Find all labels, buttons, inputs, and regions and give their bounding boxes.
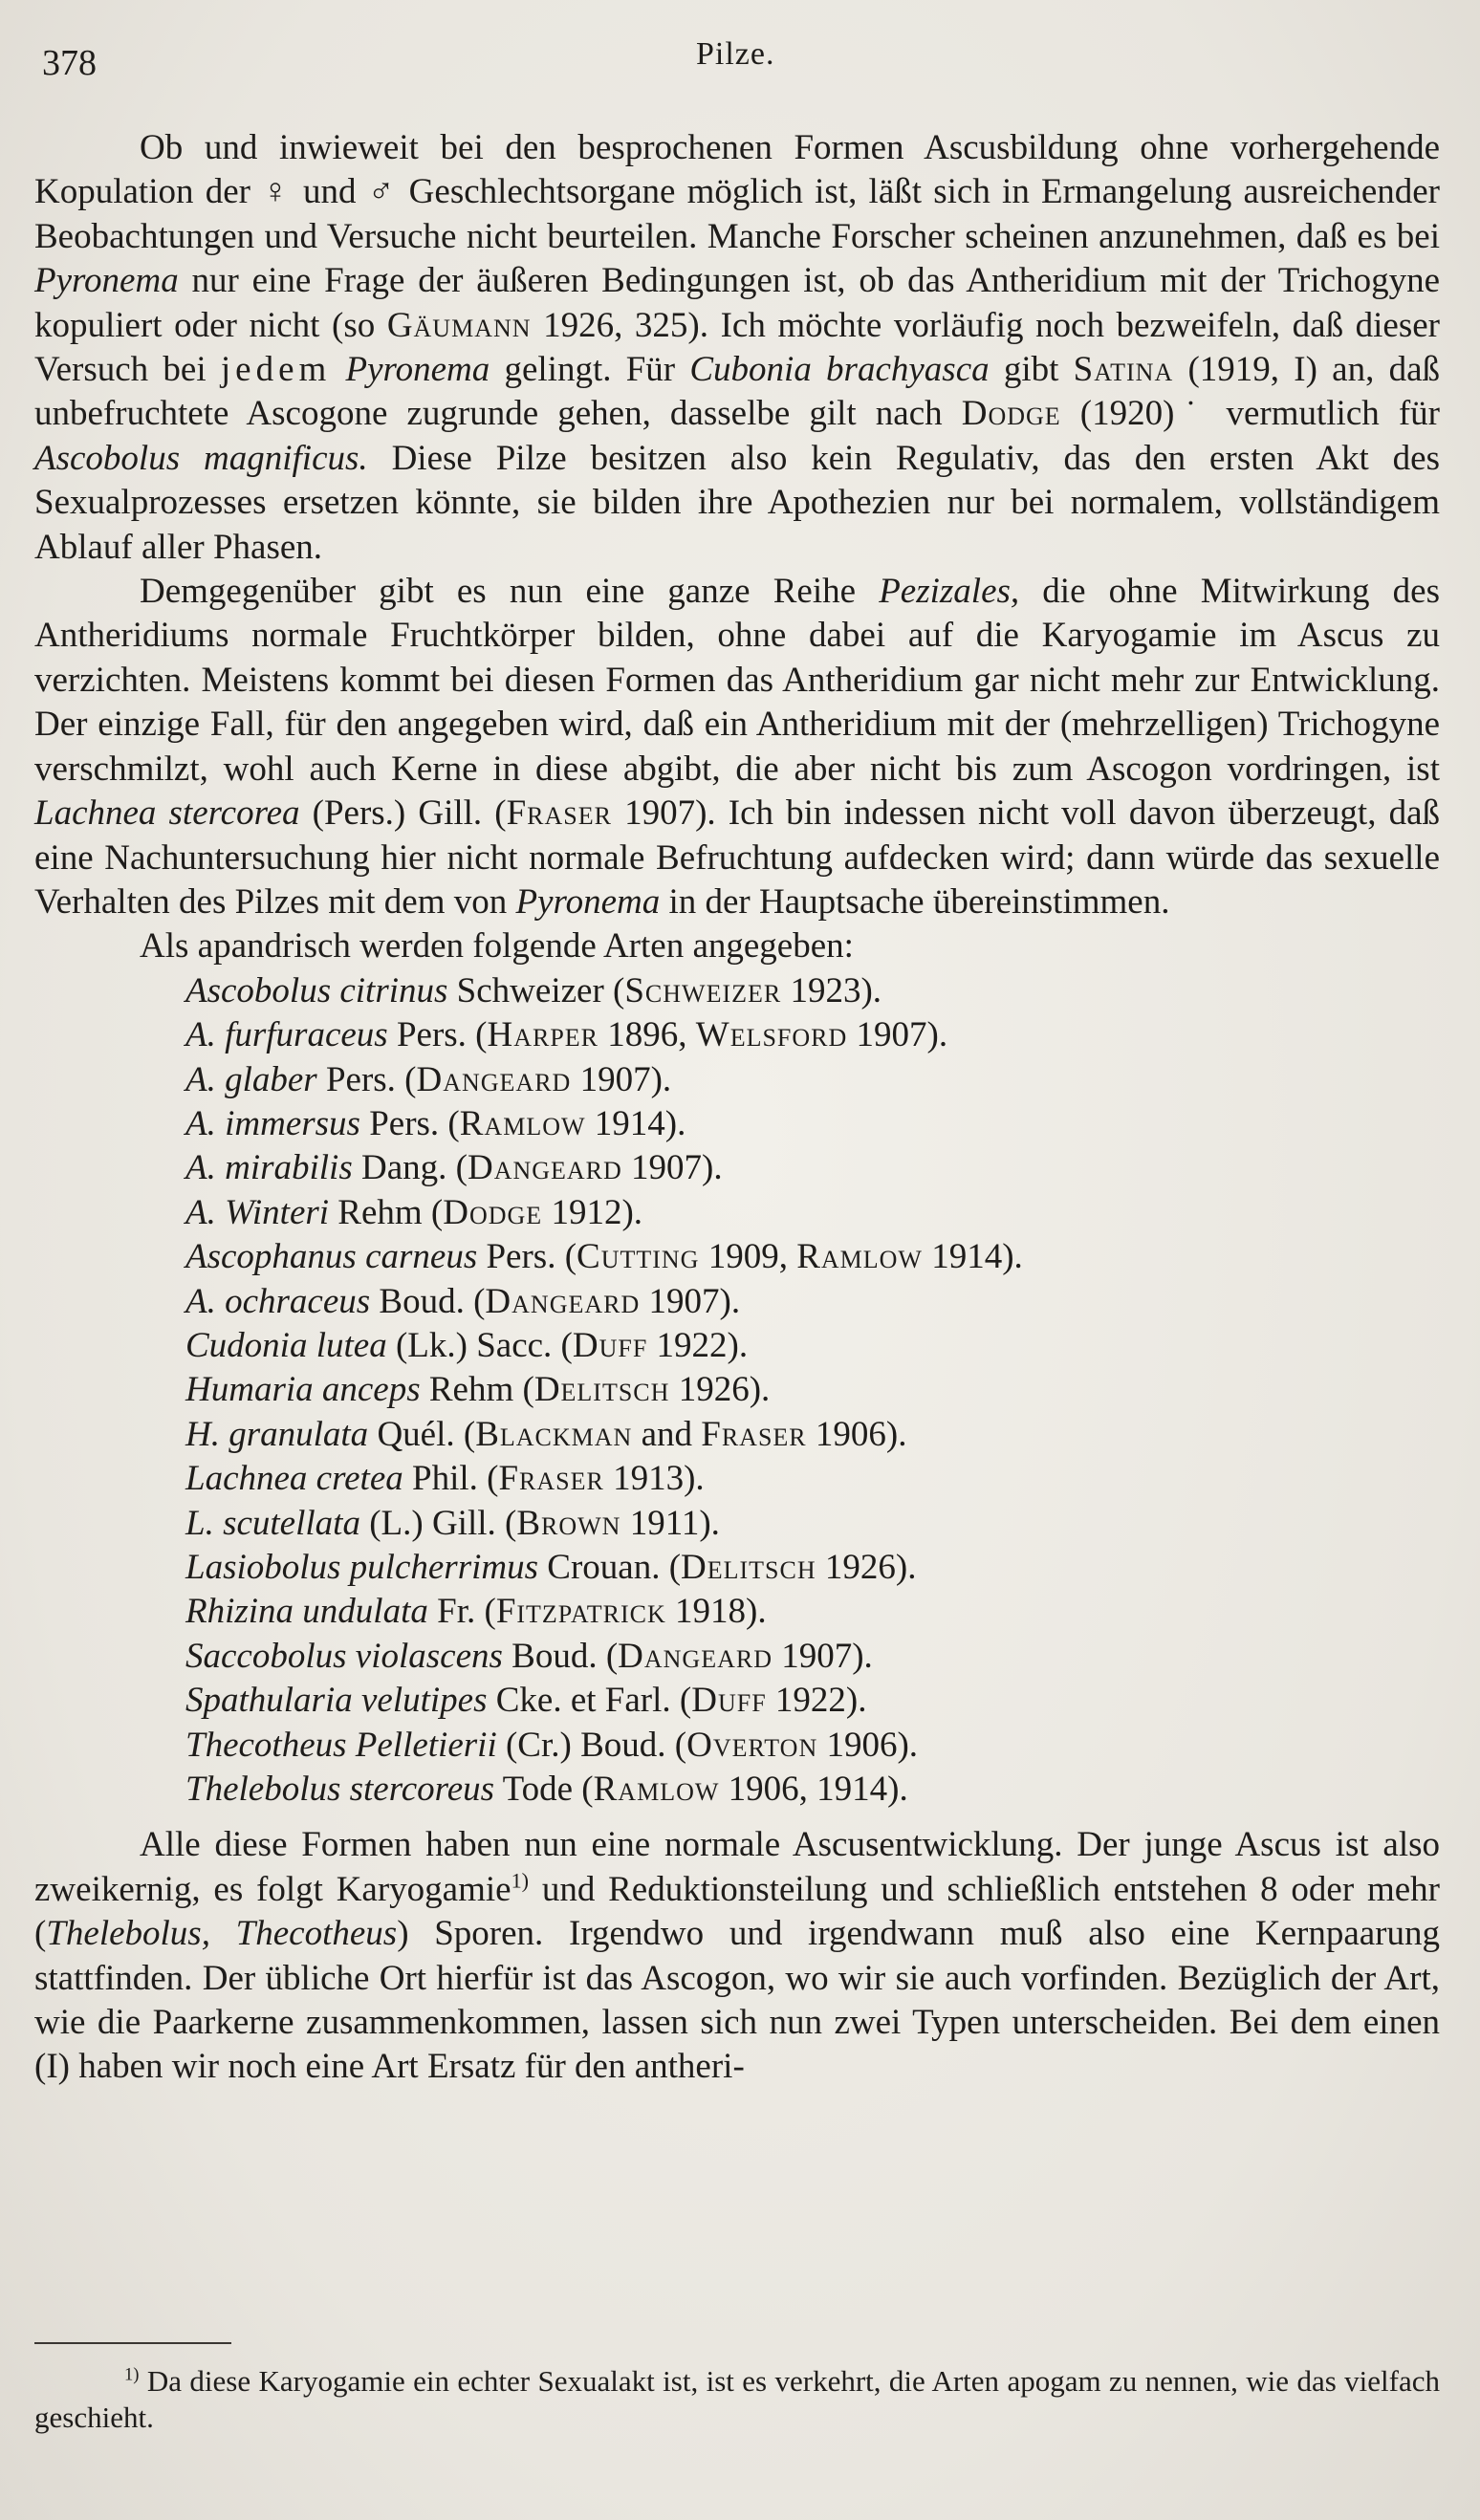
author-citation: Fitzpatrick (495, 1592, 666, 1632)
species-authority: (Lk.) Sacc. ( (386, 1325, 573, 1365)
text-run: und Reduktionsteilung und schließlich entstehen 8 oder mehr ( (34, 1869, 1440, 1954)
species-authority: Tode ( (494, 1770, 594, 1810)
text-run: in der Hauptsache übereinstimmen. (660, 881, 1170, 922)
author-citation: Harper (487, 1015, 599, 1055)
author-citation: Dodge (443, 1192, 543, 1232)
author-citation: Schweizer (624, 970, 782, 1010)
species-name: A. immersus (185, 1103, 360, 1143)
species-entry (185, 1457, 1440, 1501)
species-authority: Fr. ( (427, 1592, 496, 1632)
taxon-name: Pezizales, (879, 572, 1020, 612)
species-authority: Pers. ( (359, 1103, 460, 1143)
species-entry (185, 1546, 1440, 1590)
text-run: Diese Pilze besitzen also kein Regulativ, das den ersten Akt des Sexualprozesses ersetzen könnte, sie bilden ihre Apothezien nur bei normalem, vollständigem Ablauf aller Phasen. (34, 438, 1441, 567)
citation-year: 1911). (620, 1503, 720, 1543)
text-run: Demgegenüber gibt es nun eine ganze Reihe (140, 572, 880, 612)
author-citation: Ramlow (593, 1770, 720, 1810)
author-citation: Dangeard (467, 1148, 622, 1188)
citation-year: 1907). (571, 1059, 672, 1099)
citation-year: 1907). (772, 1636, 873, 1676)
footnote-mark: 1) (124, 2364, 140, 2385)
species-entry (185, 1058, 1440, 1102)
species-authority: (Cr.) Boud. ( (496, 1725, 687, 1765)
author-citation: Dangeard (618, 1636, 773, 1676)
text-run: (1920)˙ vermutlich für (1060, 394, 1440, 434)
species-name: A. mirabilis (185, 1148, 353, 1188)
taxon-name: Pyronema (345, 350, 490, 390)
footnote-divider (34, 2342, 231, 2344)
species-authority: Crouan. ( (538, 1548, 682, 1587)
author-citation: Delitsch (533, 1370, 670, 1410)
text-run: (Pers.) Gill. ( (299, 793, 507, 834)
species-entry (185, 1324, 1440, 1368)
author-citation: Ramlow (459, 1103, 586, 1143)
species-entry (185, 1679, 1440, 1723)
species-name: Cudonia lutea (185, 1325, 387, 1365)
footnote-text (34, 2363, 1440, 2436)
citation-year: 1913). (603, 1459, 705, 1499)
text-run: nur eine Frage der äußeren Bedingungen ist, ob das Antheridium mit der Trichogyne kopuliert oder nicht (so (34, 261, 1440, 345)
species-entry (185, 1191, 1440, 1235)
species-authority: Phil. ( (403, 1459, 499, 1499)
species-name: Saccobolus violascens (185, 1636, 503, 1676)
species-name: Ascobolus citrinus (185, 970, 448, 1010)
author-citation: Ramlow (796, 1237, 923, 1277)
author-citation: Blackman (475, 1414, 633, 1454)
author-citation: Dodge (961, 394, 1061, 434)
spacer (34, 1812, 1440, 1823)
citation-year: 1906). (817, 1725, 919, 1765)
author-citation: Welsford (695, 1015, 848, 1055)
text-run: die ohne Mitwirkung des Antheridiums normale Fruchtkörper bilden, ohne dabei auf die Karyogamie im Ascus zu verzichten. Meistens kommt bei diesen Formen das Antheridium gar nicht mehr zur Entwicklung. Der einzige Fall, für den angegeben wird, daß ein Antheridium mit der (mehrzelligen) Trichogyne verschmilzt, wohl auch Kerne in diese abgibt, die aber nicht bis zum Ascogon vordringen, ist (34, 572, 1440, 789)
species-name: Humaria anceps (185, 1370, 421, 1410)
citation-year: 1906). (806, 1414, 907, 1454)
author-citation: Cutting (577, 1237, 700, 1277)
species-entry (185, 1413, 1440, 1457)
species-entry (185, 1013, 1440, 1057)
author-citation: Delitsch (681, 1548, 816, 1587)
species-entry (185, 1768, 1440, 1812)
species-name: Lasiobolus pulcherrimus (185, 1548, 539, 1587)
species-authority: Boud. ( (370, 1281, 486, 1321)
citation-year: 1907). (847, 1015, 948, 1055)
text-run: 1926, 325). Ich möchte vorläufig noch bezweifeln, daß dieser Versuch bei (34, 305, 1440, 390)
page-number: 378 (42, 43, 97, 83)
author-citation: Dangeard (416, 1059, 572, 1099)
citation-year: 1922). (647, 1325, 749, 1365)
species-name: Ascophanus carneus (185, 1237, 478, 1277)
species-entry (185, 969, 1440, 1013)
text-run: 1907). Ich bin indessen nicht voll davon überzeugt, daß eine Nachuntersuchung hier nicht normale Befruchtung aufdecken wird; dann würde das sexuelle Verhalten des Pilzes mit dem von (34, 793, 1440, 922)
species-authority: Pers. ( (477, 1237, 577, 1277)
author-citation: Duff (691, 1681, 767, 1721)
species-list (34, 969, 1440, 1813)
taxon-name: Pyronema (34, 261, 179, 301)
species-name: A. furfuraceus (185, 1015, 388, 1055)
paragraph-1 (34, 126, 1440, 570)
species-name: Thelebolus stercoreus (185, 1770, 495, 1810)
author-citation: Brown (516, 1503, 621, 1543)
citation-year: 1926). (669, 1370, 771, 1410)
taxon-name: Ascobolus magnificus. (34, 438, 368, 478)
author-citation: Fraser (506, 793, 612, 834)
species-entry (185, 1502, 1440, 1546)
species-authority: Cke. et Farl. ( (487, 1681, 692, 1721)
taxon-name: Lachnea stercorea (34, 793, 300, 834)
species-entry (185, 1146, 1440, 1190)
species-name: A. glaber (185, 1059, 317, 1099)
species-authority: Rehm ( (329, 1192, 444, 1232)
taxon-name: Cubonia brachyasca (689, 350, 990, 390)
citation-year: 1918). (665, 1592, 767, 1632)
species-entry (185, 1635, 1440, 1679)
author-citation: Duff (572, 1325, 648, 1365)
citation-year: and (632, 1414, 702, 1454)
species-name: A. Winteri (185, 1192, 330, 1232)
list-intro: Als apandrisch werden folgende Arten angegeben: (140, 926, 854, 967)
author-citation: Fraser (701, 1414, 807, 1454)
footnote-reference: 1) (511, 1868, 530, 1893)
text-run: gelingt. Für (490, 350, 690, 390)
citation-year: 1907). (621, 1148, 723, 1188)
author-citation: Overton (686, 1725, 818, 1765)
citation-year: 1914). (922, 1237, 1023, 1277)
citation-year: 1912). (542, 1192, 643, 1232)
species-name: L. scutellata (185, 1503, 360, 1543)
text-run: Da diese Karyogamie ein echter Sexualakt ist, ist es verkehrt, die Arten apogam zu nennen, wie das vielfach geschieht. (34, 2364, 1440, 2434)
text-run: gibt (989, 350, 1074, 390)
species-authority: (L.) Gill. ( (359, 1503, 517, 1543)
species-entry (185, 1280, 1440, 1324)
citation-year: 1923). (781, 970, 882, 1010)
citation-year: 1896, (599, 1015, 696, 1055)
species-name: A. ochraceus (185, 1281, 371, 1321)
author-citation: Dangeard (485, 1281, 641, 1321)
species-authority: Quél. ( (368, 1414, 476, 1454)
citation-year: 1909, (699, 1237, 797, 1277)
text-run: ) Sporen. Irgendwo und irgendwann muß also eine Kernpaarung stattfinden. Der übliche Ort hierfür ist das Ascogon, wo wir sie auch vorfinden. Bezüglich der Art, wie die Paarkerne zusammenkommen, lassen sich nun zwei Typen unterscheiden. Bei dem einen (I) haben wir noch eine Art Ersatz für den antheri- (34, 1914, 1440, 2087)
running-title: Pilze. (696, 36, 775, 72)
species-authority: Pers. ( (316, 1059, 417, 1099)
citation-year: 1907). (640, 1281, 741, 1321)
author-citation: Satina (1073, 350, 1174, 390)
species-authority: Dang. ( (352, 1148, 468, 1188)
species-name: Rhizina undulata (185, 1592, 428, 1632)
taxon-name: Thelebolus, Thecotheus (46, 1914, 398, 1954)
species-name: Spathularia velutipes (185, 1681, 488, 1721)
text-run (331, 350, 345, 389)
citation-year: 1926). (816, 1548, 917, 1587)
main-text (34, 126, 1440, 2090)
species-entry (185, 1590, 1440, 1634)
species-authority: Pers. ( (387, 1015, 488, 1055)
species-name: H. granulata (185, 1414, 369, 1454)
species-name: Thecotheus Pelletierii (185, 1725, 497, 1765)
paragraph-2 (34, 570, 1440, 924)
species-authority: Rehm ( (420, 1370, 534, 1410)
citation-year: 1922). (766, 1681, 867, 1721)
citation-year: 1914). (585, 1103, 686, 1143)
species-authority: Schweizer ( (447, 970, 625, 1010)
spaced-emphasis: jedem (220, 350, 332, 390)
taxon-name: Pyronema (515, 881, 661, 922)
text-run: Ob und inwieweit bei den besprochenen Formen Ascusbildung ohne vorhergehende Kopulation der ♀ und ♂ Geschlechtsorgane möglich ist, läßt sich in Ermangelung ausreichender Beobachtungen und Versuche nicht beurteilen. Manche Forscher scheinen anzunehmen, daß es bei (34, 128, 1440, 256)
species-entry (185, 1102, 1440, 1146)
species-authority: Boud. ( (502, 1636, 619, 1676)
species-name: Lachnea cretea (185, 1459, 403, 1499)
text-run: (1919, I) an, daß unbefruchtete Ascogone zugrunde gehen, dasselbe gilt nach (34, 350, 1441, 434)
paragraph-3 (34, 1823, 1440, 2089)
author-citation: Gäumann (386, 305, 532, 345)
species-entry (185, 1235, 1440, 1279)
footnote (34, 2363, 1440, 2436)
author-citation: Fraser (498, 1459, 604, 1499)
citation-year: 1906, 1914). (719, 1770, 908, 1810)
species-entry (185, 1724, 1440, 1768)
species-entry (185, 1368, 1440, 1412)
text-run: Alle diese Formen haben nun eine normale Ascusentwicklung. Der junge Ascus ist also zweikernig, es folgt Karyogamie (34, 1825, 1440, 1909)
